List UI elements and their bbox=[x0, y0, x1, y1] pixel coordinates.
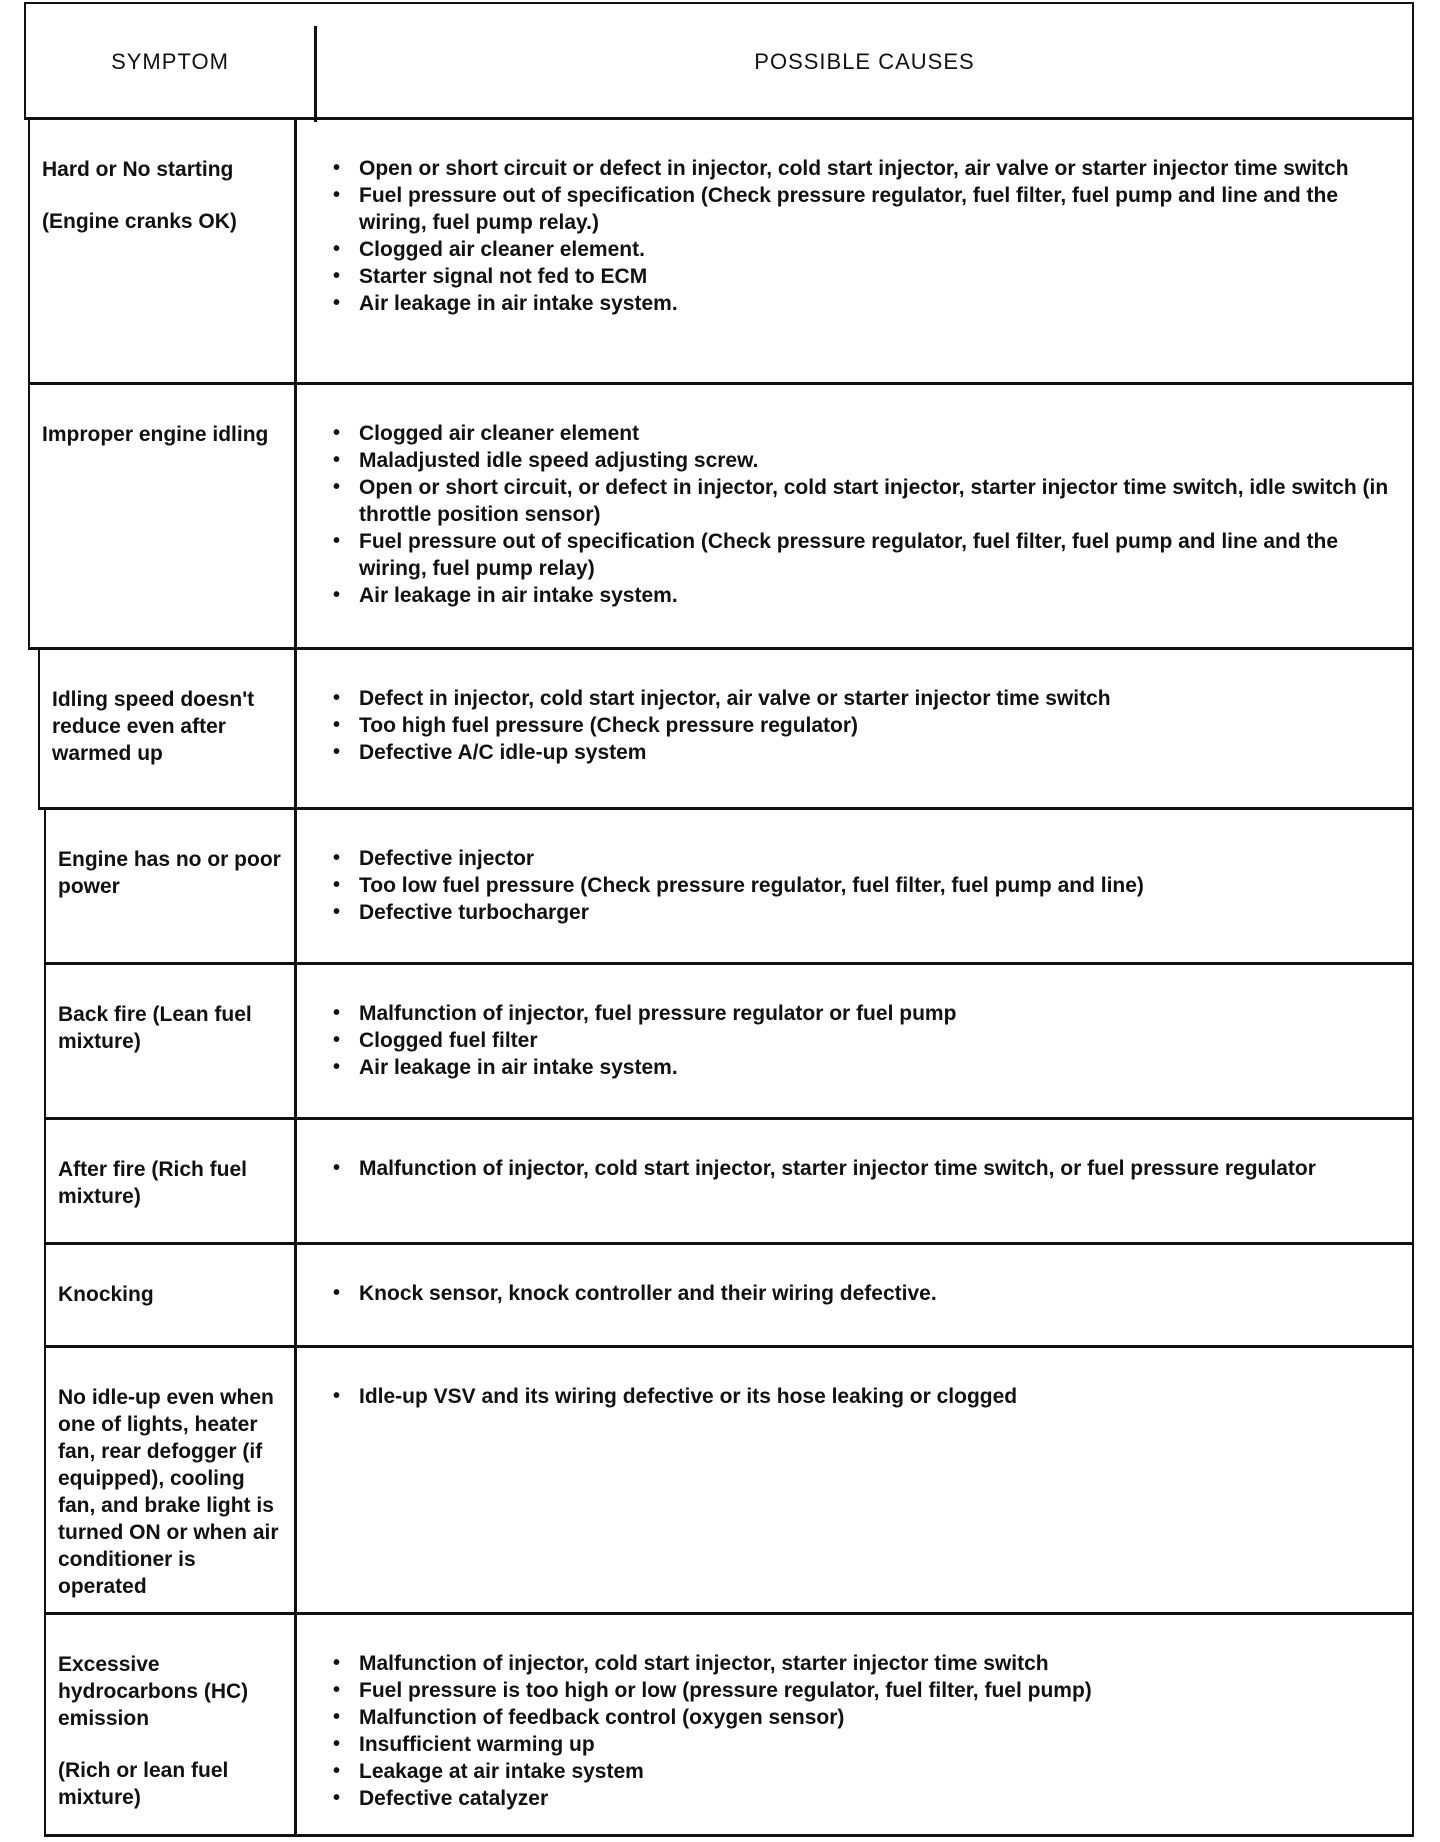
symptom-text: No idle-up even when one of lights, heater fan, rear defogger (if equipped), cooling fan, and brake light is turned ON or when air conditioner is operated bbox=[58, 1386, 279, 1598]
cause-item: • Starter signal not fed to ECM bbox=[333, 263, 1392, 290]
causes-cell bbox=[297, 810, 1412, 926]
cause-item: • Fuel pressure out of specification (Check pressure regulator, fuel filter, fuel pump and line and the wiring, fuel pump relay.) bbox=[333, 182, 1392, 236]
causes-list bbox=[333, 845, 1392, 926]
table-row bbox=[38, 650, 1414, 810]
table-row bbox=[28, 385, 1414, 650]
cause-item: • Malfunction of injector, cold start injector, starter injector time switch bbox=[333, 1650, 1392, 1677]
cause-item: • Open or short circuit, or defect in injector, cold start injector, starter injector time switch, idle switch (in throttle position sensor) bbox=[333, 474, 1392, 528]
causes-column-header: POSSIBLE CAUSES bbox=[754, 49, 975, 74]
cause-item: • Defective turbocharger bbox=[333, 899, 1392, 926]
cause-item: • Maladjusted idle speed adjusting screw. bbox=[333, 447, 1392, 474]
cause-item: • Idle-up VSV and its wiring defective or its hose leaking or clogged bbox=[333, 1383, 1392, 1410]
cause-item: • Fuel pressure out of specification (Check pressure regulator, fuel filter, fuel pump and line and the wiring, fuel pump relay) bbox=[333, 528, 1392, 582]
table-row bbox=[28, 120, 1414, 385]
symptom-text: Engine has no or poor power bbox=[58, 848, 281, 898]
symptom-cell bbox=[40, 650, 294, 767]
symptom-text: Idling speed doesn't reduce even after warmed up bbox=[52, 688, 255, 765]
causes-cell bbox=[297, 385, 1412, 609]
cause-item: • Air leakage in air intake system. bbox=[333, 582, 1392, 609]
causes-cell bbox=[297, 1348, 1412, 1410]
cause-item: • Clogged air cleaner element. bbox=[333, 236, 1392, 263]
cause-item: • Open or short circuit or defect in injector, cold start injector, air valve or starter injector time switch bbox=[333, 155, 1392, 182]
cause-item: • Defective catalyzer bbox=[333, 1785, 1392, 1812]
symptom-text: Back fire (Lean fuel mixture) bbox=[58, 1003, 252, 1053]
causes-cell bbox=[297, 1120, 1412, 1182]
symptom-cell bbox=[30, 385, 294, 448]
cause-item: • Malfunction of injector, cold start injector, starter injector time switch, or fuel pressure regulator bbox=[333, 1155, 1392, 1182]
symptom-note: (Rich or lean fuel mixture) bbox=[58, 1759, 229, 1809]
causes-list bbox=[333, 685, 1392, 766]
symptom-column-header: SYMPTOM bbox=[111, 49, 229, 74]
symptom-cell bbox=[46, 1120, 294, 1210]
cause-item: • Clogged air cleaner element bbox=[333, 420, 1392, 447]
symptom-text: Excessive hydrocarbons (HC) emission bbox=[58, 1653, 249, 1730]
symptom-cell bbox=[46, 1348, 294, 1600]
cause-item: • Fuel pressure is too high or low (pressure regulator, fuel filter, fuel pump) bbox=[333, 1677, 1392, 1704]
cause-item: • Clogged fuel filter bbox=[333, 1027, 1392, 1054]
causes-cell bbox=[297, 120, 1412, 317]
table-row bbox=[44, 965, 1414, 1120]
cause-item: • Knock sensor, knock controller and their wiring defective. bbox=[333, 1280, 1392, 1307]
causes-cell bbox=[297, 965, 1412, 1081]
causes-list bbox=[333, 1155, 1392, 1182]
symptom-cell bbox=[46, 1245, 294, 1308]
causes-cell bbox=[297, 1245, 1412, 1307]
symptom-text: Hard or No starting bbox=[42, 158, 234, 181]
causes-list bbox=[333, 155, 1392, 317]
symptom-cell bbox=[30, 120, 294, 235]
causes-cell bbox=[297, 650, 1412, 766]
table-row bbox=[44, 1348, 1414, 1615]
causes-list bbox=[333, 1280, 1392, 1307]
symptom-text: Improper engine idling bbox=[42, 423, 269, 446]
cause-item: • Defective injector bbox=[333, 845, 1392, 872]
table-row bbox=[44, 1615, 1414, 1837]
cause-item: • Malfunction of injector, fuel pressure regulator or fuel pump bbox=[333, 1000, 1392, 1027]
cause-item: • Leakage at air intake system bbox=[333, 1758, 1392, 1785]
causes-list bbox=[333, 1000, 1392, 1081]
causes-cell bbox=[297, 1615, 1412, 1812]
causes-list bbox=[333, 1383, 1392, 1410]
cause-item: • Air leakage in air intake system. bbox=[333, 290, 1392, 317]
symptom-cell bbox=[46, 1615, 294, 1811]
causes-list bbox=[333, 1650, 1392, 1812]
cause-item: • Defective A/C idle-up system bbox=[333, 739, 1392, 766]
causes-list bbox=[333, 420, 1392, 609]
symptom-cell bbox=[46, 965, 294, 1055]
symptom-note: (Engine cranks OK) bbox=[42, 210, 237, 233]
cause-item: • Too high fuel pressure (Check pressure regulator) bbox=[333, 712, 1392, 739]
table-header bbox=[24, 2, 1414, 120]
symptom-cell bbox=[46, 810, 294, 900]
table-row bbox=[44, 810, 1414, 965]
symptom-text: Knocking bbox=[58, 1283, 154, 1306]
cause-item: • Air leakage in air intake system. bbox=[333, 1054, 1392, 1081]
table-row bbox=[44, 1120, 1414, 1245]
cause-item: • Insufficient warming up bbox=[333, 1731, 1392, 1758]
cause-item: • Malfunction of feedback control (oxygen sensor) bbox=[333, 1704, 1392, 1731]
cause-item: • Too low fuel pressure (Check pressure regulator, fuel filter, fuel pump and line) bbox=[333, 872, 1392, 899]
cause-item: • Defect in injector, cold start injector, air valve or starter injector time switch bbox=[333, 685, 1392, 712]
symptom-text: After fire (Rich fuel mixture) bbox=[58, 1158, 248, 1208]
table-row bbox=[44, 1245, 1414, 1348]
